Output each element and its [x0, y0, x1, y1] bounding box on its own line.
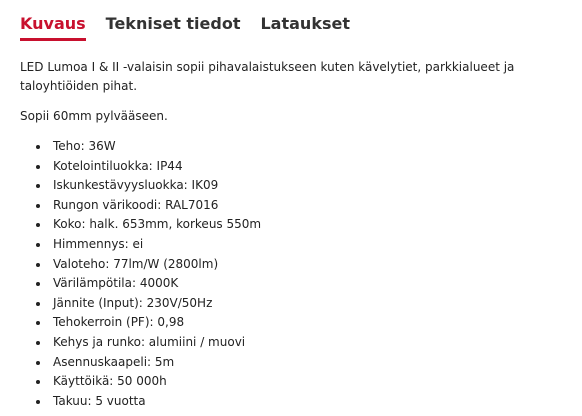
spec-item: Kehys ja runko: alumiini / muovi: [53, 333, 576, 353]
spec-list: [20, 137, 576, 411]
spec-item: Iskunkestävyysluokka: IK09: [53, 176, 576, 196]
spec-item: Jännite (Input): 230V/50Hz: [53, 294, 576, 314]
spec-item: Kotelointiluokka: IP44: [53, 157, 576, 177]
spec-item: Koko: halk. 653mm, korkeus 550m: [53, 215, 576, 235]
spec-item: Värilämpötila: 4000K: [53, 274, 576, 294]
spec-item: Takuu: 5 vuotta: [53, 392, 576, 412]
description-panel: [20, 58, 576, 411]
spec-item: Valoteho: 77lm/W (2800lm): [53, 255, 576, 275]
spec-item: Himmennys: ei: [53, 235, 576, 255]
tab-tekniset-tiedot[interactable]: Tekniset tiedot: [105, 14, 241, 33]
pole-info-paragraph: Sopii 60mm pylvääseen.: [20, 109, 168, 123]
spec-item: Teho: 36W: [53, 137, 576, 157]
spec-item: Asennuskaapeli: 5m: [53, 353, 576, 373]
description-paragraph: LED Lumoa I & II -valaisin sopii pihavalaistukseen kuten kävelytiet, parkkialueet ja taloyhtiöiden pihat.: [20, 60, 515, 93]
tab-lataukset[interactable]: Lataukset: [260, 14, 350, 33]
spec-item: Rungon värikoodi: RAL7016: [53, 196, 576, 216]
tab-kuvaus[interactable]: Kuvaus: [20, 14, 86, 41]
spec-item: Tehokerroin (PF): 0,98: [53, 313, 576, 333]
product-tabs: [20, 14, 350, 41]
spec-item: Käyttöikä: 50 000h: [53, 372, 576, 392]
